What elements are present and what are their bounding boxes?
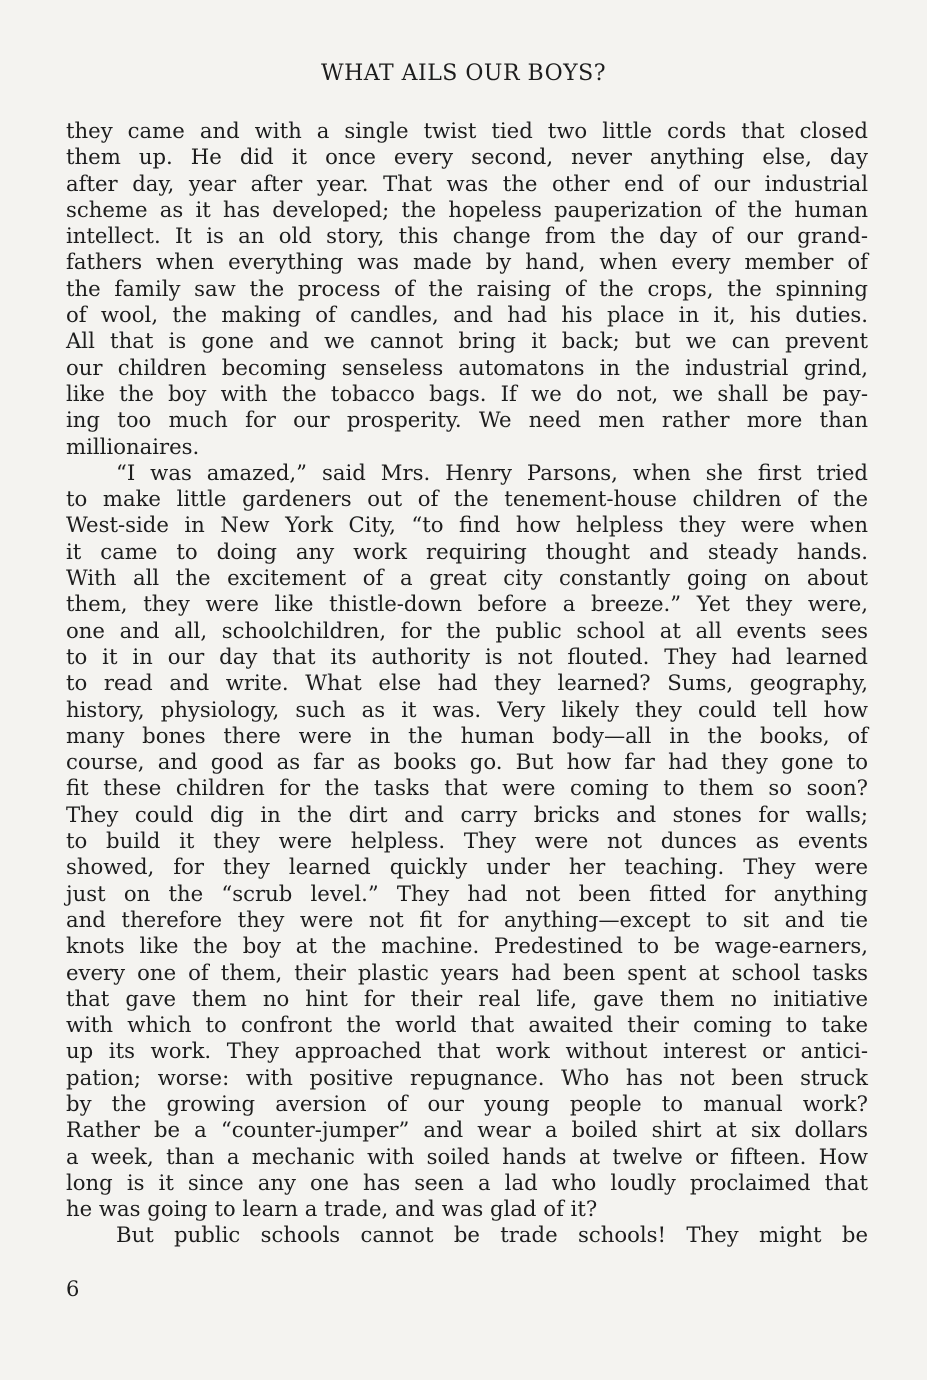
text-line: Rather be a “counter-jumper” and wear a boiled shirt at six dollars: [66, 1117, 868, 1143]
text-line: intellect. It is an old story, this change from the day of our grand-: [66, 223, 868, 249]
text-line: one and all, schoolchildren, for the public school at all events sees: [66, 617, 868, 643]
text-line: every one of them, their plastic years had been spent at school tasks: [66, 959, 868, 985]
text-line: pation; worse: with positive repugnance. Who has not been struck: [66, 1064, 868, 1090]
body-text: [66, 118, 868, 1249]
text-line: With all the excitement of a great city constantly going on about: [66, 565, 868, 591]
text-line: They could dig in the dirt and carry bricks and stones for walls;: [66, 801, 868, 827]
text-line: fit these children for the tasks that were coming to them so soon?: [66, 775, 868, 801]
text-line: after day, year after year. That was the other end of our industrial: [66, 170, 868, 196]
text-line: them up. He did it once every second, never anything else, day: [66, 144, 868, 170]
text-line: “I was amazed,” said Mrs. Henry Parsons, when she first tried: [116, 459, 868, 485]
text-line: our children becoming senseless automatons in the industrial grind,: [66, 354, 868, 380]
text-line: fathers when everything was made by hand, when every member of: [66, 249, 868, 275]
text-line: the family saw the process of the raising of the crops, the spinning: [66, 275, 868, 301]
text-line: by the growing aversion of our young people to manual work?: [66, 1090, 868, 1116]
running-head: WHAT AILS OUR BOYS?: [320, 61, 607, 86]
text-line: millionaires.: [66, 433, 200, 459]
text-line: course, and good as far as books go. But how far had they gone to: [66, 749, 868, 775]
text-line: All that is gone and we cannot bring it back; but we can prevent: [66, 328, 868, 354]
page-number: 6: [66, 1277, 80, 1301]
text-line: ing too much for our prosperity. We need men rather more than: [66, 407, 868, 433]
text-line: just on the “scrub level.” They had not been fitted for anything: [66, 880, 868, 906]
text-line: to make little gardeners out of the tenement-house children of the: [66, 486, 868, 512]
text-line: many bones there were in the human body—all in the books, of: [66, 722, 868, 748]
text-line: they came and with a single twist tied two little cords that closed: [66, 118, 868, 143]
text-line: to build it they were helpless. They were not dunces as events: [66, 828, 868, 854]
text-line: and therefore they were not fit for anything—except to sit and tie: [66, 906, 868, 932]
text-line: of wool, the making of candles, and had his place in it, his duties.: [66, 302, 868, 328]
text-line: But public schools cannot be trade schools! They might be: [116, 1222, 868, 1248]
text-line: a week, than a mechanic with soiled hands at twelve or fifteen. How: [66, 1143, 868, 1169]
text-line: that gave them no hint for their real life, gave them no initiative: [66, 985, 868, 1011]
text-line: history, physiology, such as it was. Very likely they could tell how: [66, 696, 868, 722]
text-line: to read and write. What else had they learned? Sums, geography,: [66, 670, 868, 696]
text-line: scheme as it has developed; the hopeless pauperization of the human: [66, 196, 868, 222]
text-line: he was going to learn a trade, and was glad of it?: [66, 1196, 598, 1222]
text-line: it came to doing any work requiring thought and steady hands.: [66, 538, 868, 564]
text-line: with which to confront the world that awaited their coming to take: [66, 1012, 868, 1038]
text-line: to it in our day that its authority is not flouted. They had learned: [66, 643, 868, 669]
text-line: up its work. They approached that work without interest or antici-: [66, 1038, 868, 1064]
text-line: knots like the boy at the machine. Predestined to be wage-earners,: [66, 933, 868, 959]
text-line: West-side in New York City, “to find how helpless they were when: [66, 512, 868, 538]
text-line: them, they were like thistle-down before a breeze.” Yet they were,: [66, 591, 868, 617]
text-line: long is it since any one has seen a lad who loudly proclaimed that: [66, 1169, 868, 1195]
text-line: like the boy with the tobacco bags. If we do not, we shall be pay-: [66, 380, 868, 406]
text-line: showed, for they learned quickly under her teaching. They were: [66, 854, 868, 880]
